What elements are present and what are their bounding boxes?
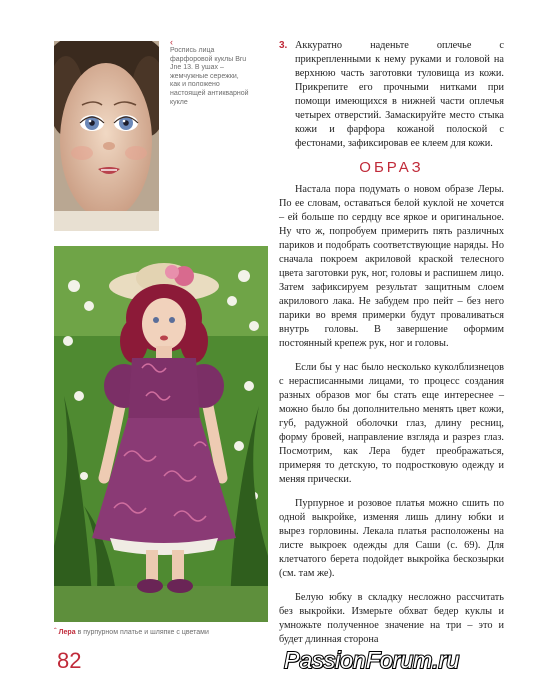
- step-number: 3.: [279, 40, 288, 51]
- step-3-text: Аккуратно наденьте оплечье с прикрепленными к нему руками и головой на верхнюю часть заготовки туловища из кожи. Прикрепите его прочными нитками при помощи имеющихся в нижней части оплечья четырех отверстий. Замаскируйте место стыка кожи и фарфора кожаной полоской с фестонами, зафиксировав ее клеем для кожи.: [295, 40, 504, 149]
- watermark-logo: PassionForum.ru: [284, 647, 460, 673]
- step-3: [279, 39, 504, 151]
- section-heading: ОБРАЗ: [359, 159, 424, 176]
- article-text-column: [279, 39, 504, 657]
- page-number: 82: [57, 648, 82, 673]
- doll-face-photo: [54, 41, 159, 231]
- doll-in-dress-photo: [54, 246, 268, 622]
- face-photo-caption: [170, 38, 250, 107]
- paragraph-1: Настала пора подумать о новом образе Леры. По ее словам, оставаться белой куклой не хочется – ей больше по сердцу все яркое и оригинальное. Ну что ж, попробуем примерить пять различных париков и подобрать соответствующие наряды. Но сначала покроем акриловой краской телесного цвета заготовки рук, ног, головы и распишем лицо. Затем зафиксируем результат защитным слоем акрилового лака. Не забудем про пейт – без него парики во время примерки будут проваливаться внутрь головы. В завершение оформим постоянный крепеж рук, ног и головы.: [279, 184, 504, 349]
- doll-photo-caption: [54, 627, 270, 637]
- face-caption-text: Роспись лица фарфоровой куклы Bru Jne 13. В ушах – жемчужные сережки, как и положено настоящей антикварной кукле: [170, 47, 249, 106]
- chevron-left-icon: ‹: [170, 37, 173, 47]
- doll-caption-text: в пурпурном платье и шляпке с цветами: [77, 629, 209, 636]
- chevron-up-icon: ˆ: [54, 627, 57, 636]
- paragraph-2: Если бы у нас было несколько куколблизнецов с нерасписанными лицами, то процесс создания разных образов мог бы стать еще интереснее – можно было бы дополнительно менять цвет кожи, губ, радужной оболочки глаз, длину ресниц, форму бровей, направление взгляда и разрез глаз. Посмотрим, как Лера будет преображаться, примеряя то детскую, то подростковую одежду и меняя прически.: [279, 362, 504, 485]
- paragraph-3: Пурпурное и розовое платья можно сшить по одной выкройке, изменяя лишь длину юбки и вырез горловины. Лекала платья расположены на листе выкроек одежды для Саши (с. 69). Для клетчатого берета подойдет выкройка бескозырки (см. там же).: [279, 498, 504, 579]
- doll-caption-name: Лера: [58, 629, 76, 636]
- paragraph-4: Белую юбку в складку несложно рассчитать без выкройки. Измерьте обхват бедер куклы и умножьте полученное значение на три – это и будет длинная сторона: [279, 592, 504, 645]
